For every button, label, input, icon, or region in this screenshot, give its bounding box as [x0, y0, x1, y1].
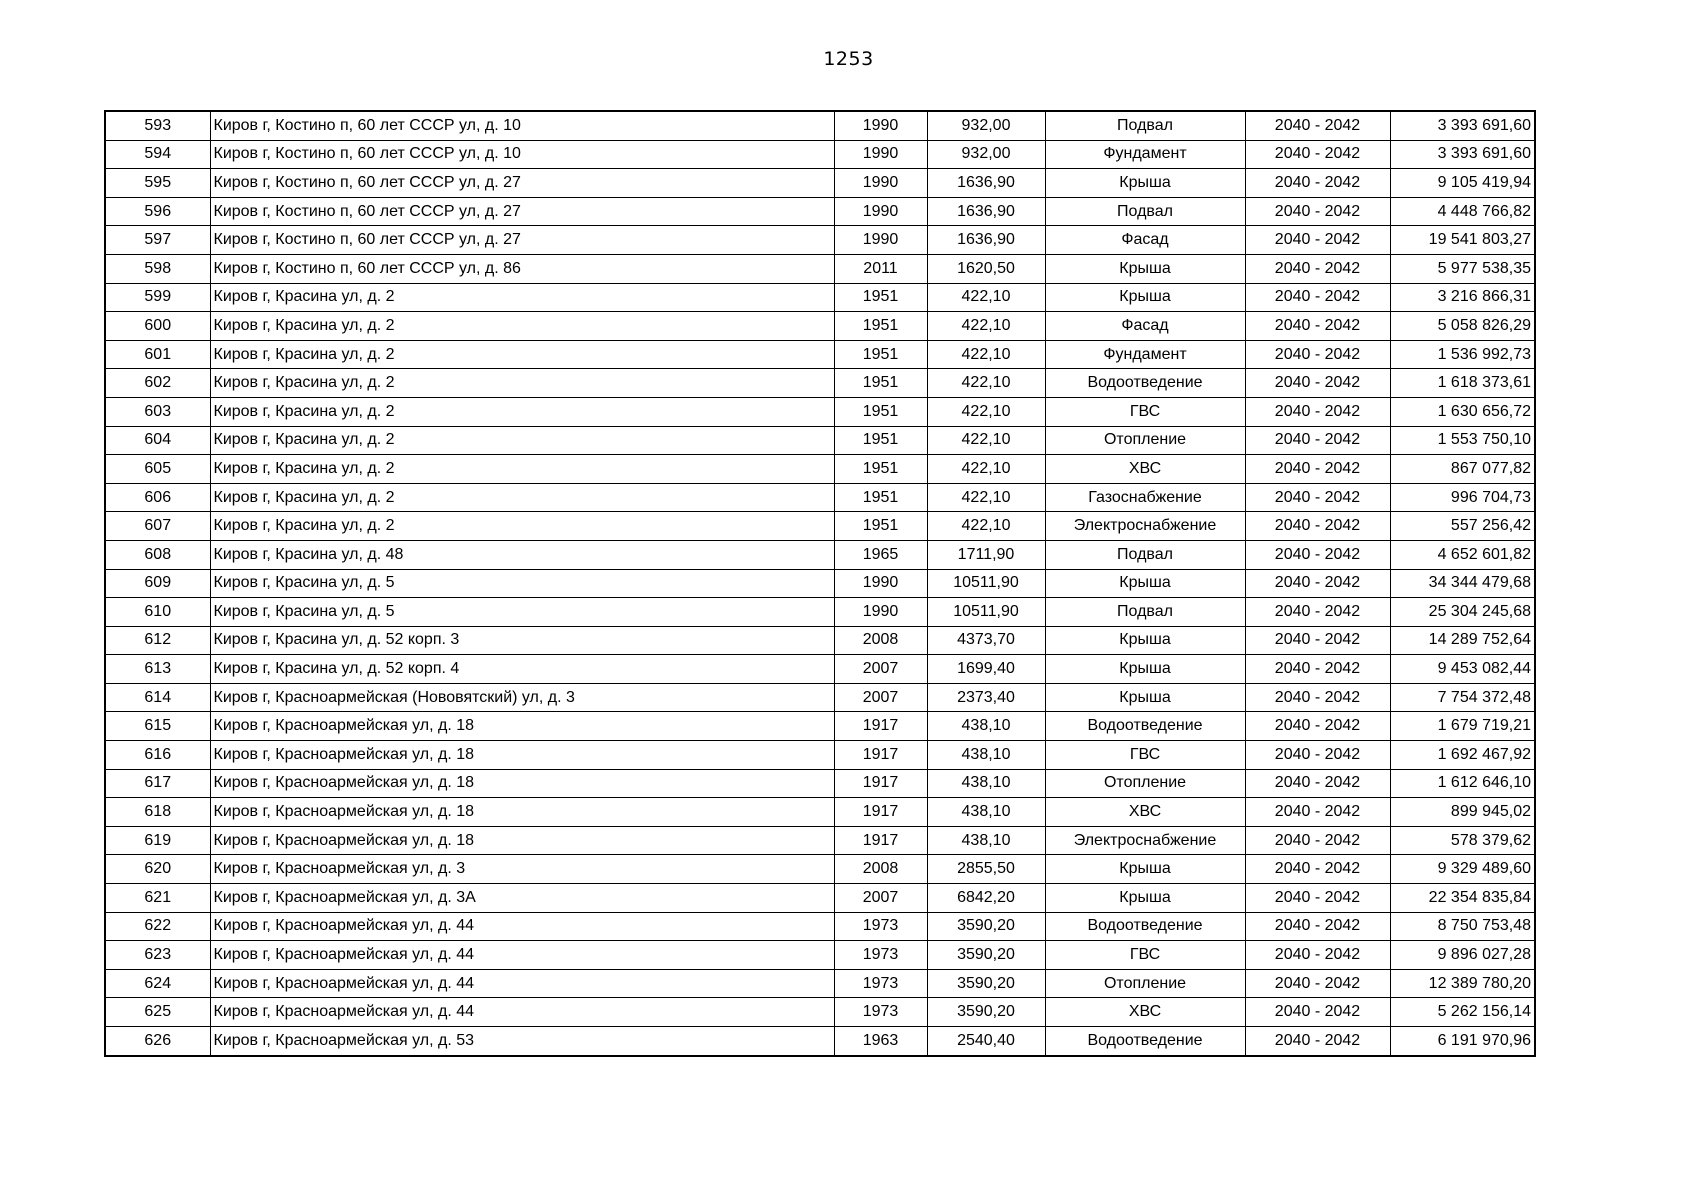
area-cell: 932,00	[927, 111, 1045, 140]
year-cell: 1917	[834, 769, 927, 798]
work-type-cell: Газоснабжение	[1045, 483, 1245, 512]
address-cell: Киров г, Красина ул, д. 2	[210, 426, 834, 455]
cost-cell: 8 750 753,48	[1390, 912, 1535, 941]
year-cell: 1917	[834, 712, 927, 741]
year-cell: 1951	[834, 426, 927, 455]
cost-cell: 9 105 419,94	[1390, 169, 1535, 198]
address-cell: Киров г, Красноармейская ул, д. 18	[210, 798, 834, 827]
period-cell: 2040 - 2042	[1245, 655, 1390, 684]
cost-cell: 1 536 992,73	[1390, 340, 1535, 369]
table-row	[105, 912, 1535, 941]
area-cell: 438,10	[927, 826, 1045, 855]
period-cell: 2040 - 2042	[1245, 140, 1390, 169]
year-cell: 1973	[834, 912, 927, 941]
year-cell: 1990	[834, 197, 927, 226]
address-cell: Киров г, Красноармейская ул, д. 44	[210, 912, 834, 941]
row-number-cell: 599	[105, 283, 210, 312]
table-row	[105, 798, 1535, 827]
period-cell: 2040 - 2042	[1245, 169, 1390, 198]
work-type-cell: Крыша	[1045, 254, 1245, 283]
period-cell: 2040 - 2042	[1245, 283, 1390, 312]
work-type-cell: Крыша	[1045, 683, 1245, 712]
cost-cell: 9 453 082,44	[1390, 655, 1535, 684]
address-cell: Киров г, Красноармейская ул, д. 18	[210, 712, 834, 741]
year-cell: 1951	[834, 312, 927, 341]
table-row	[105, 483, 1535, 512]
row-number-cell: 607	[105, 512, 210, 541]
table-row	[105, 998, 1535, 1027]
period-cell: 2040 - 2042	[1245, 483, 1390, 512]
row-number-cell: 595	[105, 169, 210, 198]
table-row	[105, 569, 1535, 598]
work-type-cell: Подвал	[1045, 598, 1245, 627]
area-cell: 4373,70	[927, 626, 1045, 655]
cost-cell: 5 058 826,29	[1390, 312, 1535, 341]
area-cell: 6842,20	[927, 884, 1045, 913]
row-number-cell: 601	[105, 340, 210, 369]
table-row	[105, 855, 1535, 884]
area-cell: 1636,90	[927, 197, 1045, 226]
table-row	[105, 397, 1535, 426]
area-cell: 1711,90	[927, 540, 1045, 569]
cost-cell: 12 389 780,20	[1390, 969, 1535, 998]
address-cell: Киров г, Красина ул, д. 52 корп. 4	[210, 655, 834, 684]
year-cell: 1990	[834, 569, 927, 598]
year-cell: 2008	[834, 626, 927, 655]
period-cell: 2040 - 2042	[1245, 912, 1390, 941]
table-row	[105, 111, 1535, 140]
year-cell: 1951	[834, 512, 927, 541]
period-cell: 2040 - 2042	[1245, 369, 1390, 398]
address-cell: Киров г, Красина ул, д. 2	[210, 312, 834, 341]
cost-cell: 4 448 766,82	[1390, 197, 1535, 226]
row-number-cell: 598	[105, 254, 210, 283]
period-cell: 2040 - 2042	[1245, 312, 1390, 341]
period-cell: 2040 - 2042	[1245, 197, 1390, 226]
work-type-cell: Электроснабжение	[1045, 826, 1245, 855]
table-row	[105, 741, 1535, 770]
area-cell: 438,10	[927, 798, 1045, 827]
area-cell: 3590,20	[927, 941, 1045, 970]
row-number-cell: 609	[105, 569, 210, 598]
year-cell: 1917	[834, 826, 927, 855]
address-cell: Киров г, Красина ул, д. 5	[210, 598, 834, 627]
cost-cell: 867 077,82	[1390, 455, 1535, 484]
year-cell: 1973	[834, 941, 927, 970]
area-cell: 3590,20	[927, 912, 1045, 941]
year-cell: 2007	[834, 683, 927, 712]
period-cell: 2040 - 2042	[1245, 884, 1390, 913]
area-cell: 422,10	[927, 312, 1045, 341]
area-cell: 2373,40	[927, 683, 1045, 712]
row-number-cell: 594	[105, 140, 210, 169]
address-cell: Киров г, Красноармейская ул, д. 18	[210, 741, 834, 770]
address-cell: Киров г, Костино п, 60 лет СССР ул, д. 27	[210, 197, 834, 226]
area-cell: 422,10	[927, 426, 1045, 455]
cost-cell: 1 692 467,92	[1390, 741, 1535, 770]
cost-cell: 4 652 601,82	[1390, 540, 1535, 569]
area-cell: 3590,20	[927, 998, 1045, 1027]
table-row	[105, 884, 1535, 913]
cost-cell: 3 393 691,60	[1390, 140, 1535, 169]
area-cell: 1636,90	[927, 226, 1045, 255]
work-type-cell: Крыша	[1045, 855, 1245, 884]
address-cell: Киров г, Красина ул, д. 2	[210, 283, 834, 312]
work-type-cell: Отопление	[1045, 969, 1245, 998]
year-cell: 2007	[834, 884, 927, 913]
table-row	[105, 283, 1535, 312]
address-cell: Киров г, Красина ул, д. 48	[210, 540, 834, 569]
row-number-cell: 621	[105, 884, 210, 913]
area-cell: 438,10	[927, 741, 1045, 770]
work-type-cell: ГВС	[1045, 741, 1245, 770]
row-number-cell: 605	[105, 455, 210, 484]
address-cell: Киров г, Костино п, 60 лет СССР ул, д. 10	[210, 111, 834, 140]
row-number-cell: 624	[105, 969, 210, 998]
row-number-cell: 597	[105, 226, 210, 255]
period-cell: 2040 - 2042	[1245, 998, 1390, 1027]
address-cell: Киров г, Красина ул, д. 2	[210, 512, 834, 541]
table-row	[105, 626, 1535, 655]
area-cell: 10511,90	[927, 569, 1045, 598]
year-cell: 1963	[834, 1027, 927, 1056]
address-cell: Киров г, Красноармейская ул, д. 44	[210, 941, 834, 970]
table-row	[105, 140, 1535, 169]
row-number-cell: 625	[105, 998, 210, 1027]
work-type-cell: Подвал	[1045, 197, 1245, 226]
table-row	[105, 197, 1535, 226]
work-type-cell: Водоотведение	[1045, 712, 1245, 741]
address-cell: Киров г, Красноармейская (Нововятский) ул, д. 3	[210, 683, 834, 712]
row-number-cell: 618	[105, 798, 210, 827]
table-row	[105, 426, 1535, 455]
row-number-cell: 596	[105, 197, 210, 226]
work-type-cell: Подвал	[1045, 111, 1245, 140]
cost-cell: 5 977 538,35	[1390, 254, 1535, 283]
table-row	[105, 655, 1535, 684]
work-type-cell: Крыша	[1045, 569, 1245, 598]
work-type-cell: Крыша	[1045, 626, 1245, 655]
address-cell: Киров г, Красина ул, д. 2	[210, 369, 834, 398]
address-cell: Киров г, Красноармейская ул, д. 3	[210, 855, 834, 884]
work-type-cell: Крыша	[1045, 655, 1245, 684]
year-cell: 1917	[834, 798, 927, 827]
address-cell: Киров г, Красноармейская ул, д. 44	[210, 969, 834, 998]
work-type-cell: ХВС	[1045, 998, 1245, 1027]
table-row	[105, 826, 1535, 855]
table-body	[105, 111, 1535, 1056]
period-cell: 2040 - 2042	[1245, 741, 1390, 770]
area-cell: 422,10	[927, 455, 1045, 484]
period-cell: 2040 - 2042	[1245, 226, 1390, 255]
cost-cell: 1 618 373,61	[1390, 369, 1535, 398]
year-cell: 1951	[834, 283, 927, 312]
address-cell: Киров г, Красноармейская ул, д. 18	[210, 769, 834, 798]
year-cell: 1990	[834, 169, 927, 198]
table-row	[105, 340, 1535, 369]
work-type-cell: Крыша	[1045, 283, 1245, 312]
period-cell: 2040 - 2042	[1245, 455, 1390, 484]
year-cell: 1990	[834, 598, 927, 627]
year-cell: 1990	[834, 226, 927, 255]
table-row	[105, 1027, 1535, 1056]
cost-cell: 1 612 646,10	[1390, 769, 1535, 798]
row-number-cell: 604	[105, 426, 210, 455]
row-number-cell: 626	[105, 1027, 210, 1056]
period-cell: 2040 - 2042	[1245, 340, 1390, 369]
address-cell: Киров г, Красина ул, д. 2	[210, 483, 834, 512]
row-number-cell: 613	[105, 655, 210, 684]
row-number-cell: 603	[105, 397, 210, 426]
address-cell: Киров г, Красноармейская ул, д. 3А	[210, 884, 834, 913]
period-cell: 2040 - 2042	[1245, 769, 1390, 798]
year-cell: 1965	[834, 540, 927, 569]
period-cell: 2040 - 2042	[1245, 397, 1390, 426]
table-row	[105, 969, 1535, 998]
work-type-cell: Фундамент	[1045, 140, 1245, 169]
work-type-cell: Крыша	[1045, 884, 1245, 913]
row-number-cell: 616	[105, 741, 210, 770]
area-cell: 422,10	[927, 283, 1045, 312]
table-row	[105, 769, 1535, 798]
work-type-cell: ГВС	[1045, 941, 1245, 970]
cost-cell: 1 630 656,72	[1390, 397, 1535, 426]
area-cell: 932,00	[927, 140, 1045, 169]
table-row	[105, 369, 1535, 398]
work-type-cell: Электроснабжение	[1045, 512, 1245, 541]
year-cell: 2008	[834, 855, 927, 884]
area-cell: 438,10	[927, 769, 1045, 798]
table-row	[105, 683, 1535, 712]
year-cell: 1951	[834, 455, 927, 484]
period-cell: 2040 - 2042	[1245, 512, 1390, 541]
year-cell: 2007	[834, 655, 927, 684]
area-cell: 1699,40	[927, 655, 1045, 684]
work-type-cell: Водоотведение	[1045, 369, 1245, 398]
cost-cell: 9 329 489,60	[1390, 855, 1535, 884]
period-cell: 2040 - 2042	[1245, 598, 1390, 627]
work-type-cell: Отопление	[1045, 769, 1245, 798]
period-cell: 2040 - 2042	[1245, 254, 1390, 283]
address-cell: Киров г, Костино п, 60 лет СССР ул, д. 10	[210, 140, 834, 169]
address-cell: Киров г, Красноармейская ул, д. 18	[210, 826, 834, 855]
work-type-cell: Водоотведение	[1045, 912, 1245, 941]
cost-cell: 14 289 752,64	[1390, 626, 1535, 655]
work-type-cell: ХВС	[1045, 455, 1245, 484]
period-cell: 2040 - 2042	[1245, 569, 1390, 598]
table-row	[105, 254, 1535, 283]
cost-cell: 9 896 027,28	[1390, 941, 1535, 970]
area-cell: 1636,90	[927, 169, 1045, 198]
row-number-cell: 623	[105, 941, 210, 970]
year-cell: 1973	[834, 998, 927, 1027]
address-cell: Киров г, Красина ул, д. 52 корп. 3	[210, 626, 834, 655]
repair-schedule-table	[104, 110, 1536, 1057]
area-cell: 422,10	[927, 512, 1045, 541]
table-row	[105, 540, 1535, 569]
year-cell: 1990	[834, 140, 927, 169]
period-cell: 2040 - 2042	[1245, 626, 1390, 655]
table-row	[105, 455, 1535, 484]
area-cell: 422,10	[927, 483, 1045, 512]
cost-cell: 19 541 803,27	[1390, 226, 1535, 255]
page-number: 1253	[823, 48, 874, 70]
area-cell: 438,10	[927, 712, 1045, 741]
row-number-cell: 600	[105, 312, 210, 341]
cost-cell: 5 262 156,14	[1390, 998, 1535, 1027]
table-row	[105, 512, 1535, 541]
cost-cell: 3 216 866,31	[1390, 283, 1535, 312]
table-row	[105, 598, 1535, 627]
period-cell: 2040 - 2042	[1245, 969, 1390, 998]
table-row	[105, 169, 1535, 198]
table-row	[105, 312, 1535, 341]
work-type-cell: Отопление	[1045, 426, 1245, 455]
cost-cell: 6 191 970,96	[1390, 1027, 1535, 1056]
cost-cell: 34 344 479,68	[1390, 569, 1535, 598]
area-cell: 1620,50	[927, 254, 1045, 283]
cost-cell: 578 379,62	[1390, 826, 1535, 855]
period-cell: 2040 - 2042	[1245, 712, 1390, 741]
row-number-cell: 617	[105, 769, 210, 798]
row-number-cell: 615	[105, 712, 210, 741]
cost-cell: 7 754 372,48	[1390, 683, 1535, 712]
row-number-cell: 602	[105, 369, 210, 398]
table-row	[105, 941, 1535, 970]
area-cell: 422,10	[927, 369, 1045, 398]
period-cell: 2040 - 2042	[1245, 798, 1390, 827]
row-number-cell: 614	[105, 683, 210, 712]
year-cell: 2011	[834, 254, 927, 283]
row-number-cell: 608	[105, 540, 210, 569]
year-cell: 1990	[834, 111, 927, 140]
work-type-cell: Подвал	[1045, 540, 1245, 569]
row-number-cell: 622	[105, 912, 210, 941]
period-cell: 2040 - 2042	[1245, 1027, 1390, 1056]
cost-cell: 557 256,42	[1390, 512, 1535, 541]
year-cell: 1951	[834, 483, 927, 512]
work-type-cell: Крыша	[1045, 169, 1245, 198]
work-type-cell: ГВС	[1045, 397, 1245, 426]
year-cell: 1973	[834, 969, 927, 998]
row-number-cell: 619	[105, 826, 210, 855]
cost-cell: 3 393 691,60	[1390, 111, 1535, 140]
row-number-cell: 610	[105, 598, 210, 627]
area-cell: 422,10	[927, 340, 1045, 369]
period-cell: 2040 - 2042	[1245, 683, 1390, 712]
period-cell: 2040 - 2042	[1245, 941, 1390, 970]
area-cell: 2540,40	[927, 1027, 1045, 1056]
year-cell: 1951	[834, 369, 927, 398]
period-cell: 2040 - 2042	[1245, 826, 1390, 855]
cost-cell: 1 553 750,10	[1390, 426, 1535, 455]
address-cell: Киров г, Красина ул, д. 5	[210, 569, 834, 598]
table-row	[105, 226, 1535, 255]
period-cell: 2040 - 2042	[1245, 855, 1390, 884]
work-type-cell: Водоотведение	[1045, 1027, 1245, 1056]
work-type-cell: Фасад	[1045, 312, 1245, 341]
area-cell: 2855,50	[927, 855, 1045, 884]
area-cell: 3590,20	[927, 969, 1045, 998]
table-row	[105, 712, 1535, 741]
year-cell: 1951	[834, 340, 927, 369]
row-number-cell: 606	[105, 483, 210, 512]
address-cell: Киров г, Костино п, 60 лет СССР ул, д. 86	[210, 254, 834, 283]
period-cell: 2040 - 2042	[1245, 540, 1390, 569]
row-number-cell: 593	[105, 111, 210, 140]
address-cell: Киров г, Красина ул, д. 2	[210, 340, 834, 369]
period-cell: 2040 - 2042	[1245, 111, 1390, 140]
row-number-cell: 612	[105, 626, 210, 655]
cost-cell: 1 679 719,21	[1390, 712, 1535, 741]
address-cell: Киров г, Красина ул, д. 2	[210, 455, 834, 484]
area-cell: 10511,90	[927, 598, 1045, 627]
address-cell: Киров г, Костино п, 60 лет СССР ул, д. 27	[210, 169, 834, 198]
year-cell: 1917	[834, 741, 927, 770]
row-number-cell: 620	[105, 855, 210, 884]
cost-cell: 899 945,02	[1390, 798, 1535, 827]
area-cell: 422,10	[927, 397, 1045, 426]
work-type-cell: ХВС	[1045, 798, 1245, 827]
work-type-cell: Фасад	[1045, 226, 1245, 255]
cost-cell: 25 304 245,68	[1390, 598, 1535, 627]
address-cell: Киров г, Красноармейская ул, д. 53	[210, 1027, 834, 1056]
cost-cell: 996 704,73	[1390, 483, 1535, 512]
address-cell: Киров г, Красноармейская ул, д. 44	[210, 998, 834, 1027]
year-cell: 1951	[834, 397, 927, 426]
address-cell: Киров г, Костино п, 60 лет СССР ул, д. 27	[210, 226, 834, 255]
address-cell: Киров г, Красина ул, д. 2	[210, 397, 834, 426]
work-type-cell: Фундамент	[1045, 340, 1245, 369]
period-cell: 2040 - 2042	[1245, 426, 1390, 455]
cost-cell: 22 354 835,84	[1390, 884, 1535, 913]
